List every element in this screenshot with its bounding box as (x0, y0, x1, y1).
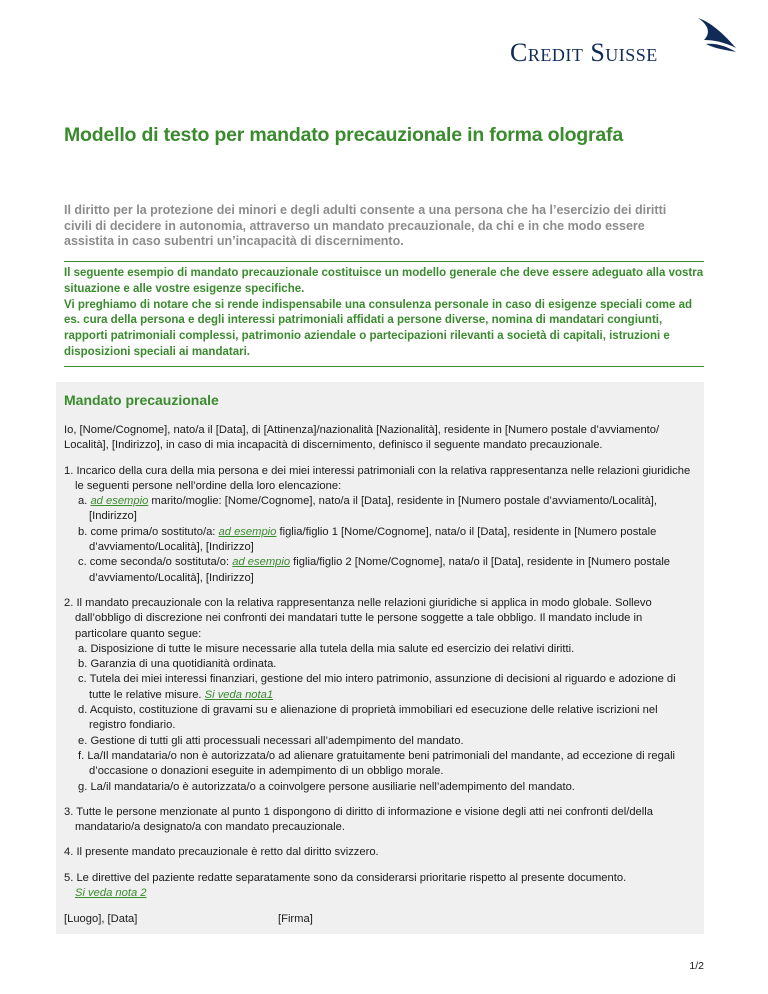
mandate-panel (56, 382, 704, 934)
section-5-text: 5. Le direttive del paziente redatte separatamente sono da considerarsi prioritarie rispetto al presente documento. (64, 871, 627, 884)
section-2-item-f: f. La/Il mandataria/o non è autorizzata/o ad alienare gratuitamente beni patrimoniali del mandante, ad eccezione di regali d’occasione o donazioni eseguite in adempimento di un obbligo morale. (78, 749, 676, 778)
brand-name: Credit Suisse (510, 38, 658, 67)
section-2-item-b: b. Garanzia di una quotidianità ordinata. (78, 658, 277, 671)
section-2-item-a: a. Disposizione di tutte le misure necessarie alla tutela della mia salute ed esercizio dei relativi diritti. (78, 642, 575, 655)
example-link[interactable]: ad esempio (218, 525, 277, 538)
sail-icon (692, 16, 740, 56)
notice-p1: Il seguente esempio di mandato precauzionale costituisce un modello generale che deve essere adeguato alla vostra situazione e alle vostre esigenze specifiche. (64, 267, 704, 295)
section-2-item-d: d. Acquisto, costituzione di gravami su e alienazione di proprietà immobiliari ed esecuzione delle relative iscrizioni nel registro fondiario. (78, 704, 658, 732)
intro-paragraph: Il diritto per la protezione dei minori e degli adulti consente a una persona che ha l’esercizio dei diritti civili di decidere in autonomia, attraverso un mandato precauzionale, da chi e in che modo essere assistita in caso subentri un’incapacità di discernimento. (64, 203, 667, 248)
section-1-item-b: b. come prima/o sostituto/a: ad esempio figlia/figlio 1 [Nome/Cognome], nata/o il [Data], residente in [Numero postale d’avviamento/Località], [Indirizzo] (78, 525, 657, 554)
page-number: 1/2 (689, 960, 704, 972)
section-4: 4. Il presente mandato precauzionale è retto dal diritto svizzero. (64, 846, 379, 859)
section-2-item-g: g. La/il mandataria/o è autorizzata/o a coinvolgere persone ausiliarie nell’adempimento del mandato. (78, 780, 575, 793)
example-link[interactable]: ad esempio (90, 495, 149, 508)
section-1 (64, 464, 696, 586)
notice-p2: Vi preghiamo di notare che si rende indispensabile una consulenza personale in caso di esigenze speciali come ad es. cura della persona e degli interessi patrimoniali affidati a persone diverse, nomina di mandatari congiunti, rapporti patrimoniali complessi, patrimonio aziendale o partecipazioni rilevanti a società di capitali, istruzioni e disposizioni speciali ai mandatari. (64, 298, 693, 358)
section-2-head: 2. Il mandato precauzionale con la relativa rappresentanza nelle relazioni giuridiche si applica in modo globale. Sollevo dall’obbligo di discrezione nei confronti dei mandatari tutte le persone soggette a tale obbligo. Il mandato include in particolare quanto segue: (64, 596, 652, 640)
notice-box (64, 261, 704, 367)
signature-row (64, 913, 313, 925)
section-5 (64, 871, 696, 902)
note-1-link[interactable]: Si veda nota1 (204, 688, 274, 701)
credit-suisse-logo (510, 16, 740, 72)
section-2 (64, 596, 696, 795)
section-2-item-e: e. Gestione di tutti gli atti processuali necessari all’adempimento del mandato. (78, 734, 464, 747)
note-2-link[interactable]: Si veda nota 2 (75, 887, 147, 900)
section-3: 3. Tutte le persone menzionate al punto 1 dispongono di diritto di informazione e visione degli atti nei confronti del/della mandatario/a designato/a con mandato precauzionale. (64, 805, 653, 834)
section-1-item-a: a. ad esempio marito/moglie: [Nome/Cognome], nato/a il [Data], residente in [Numero postale d’avviamento/Località], [Indirizzo] (78, 495, 657, 523)
mandate-opening: Io, [Nome/Cognome], nato/a il [Data], di [Attinenza]/nazionalità [Nazionalità], residente in [Numero postale d’avviamento/ Località], [Indirizzo], in caso di mia incapacità di discernimento, definisco il seguente mandato precauzionale. (64, 424, 660, 452)
example-link[interactable]: ad esempio (232, 556, 291, 569)
section-1-head: 1. Incarico della cura della mia persona e dei miei interessi patrimoniali con la relativa rappresentanza nelle relazioni giuridiche le seguenti persone nell’ordine della loro elencazione: (64, 464, 691, 492)
mandate-heading: Mandato precauzionale (64, 392, 219, 408)
section-5-link-line (64, 886, 696, 901)
section-2-item-c: c. Tutela dei miei interessi finanziari, gestione del mio intero patrimonio, assunzione di decisioni al riguardo e adozione di tutte le relative misure. Si veda nota1 (78, 673, 676, 701)
page-title: Modello di testo per mandato precauzionale in forma olografa (64, 124, 623, 146)
signature-field: [Firma] (278, 913, 313, 925)
place-date-field: [Luogo], [Data] (64, 913, 138, 925)
section-1-item-c: c. come seconda/o sostituta/o: ad esempio figlia/figlio 2 [Nome/Cognome], nata/o il [Data], residente in [Numero postale d’avviamento/Località], [Indirizzo] (78, 556, 671, 584)
